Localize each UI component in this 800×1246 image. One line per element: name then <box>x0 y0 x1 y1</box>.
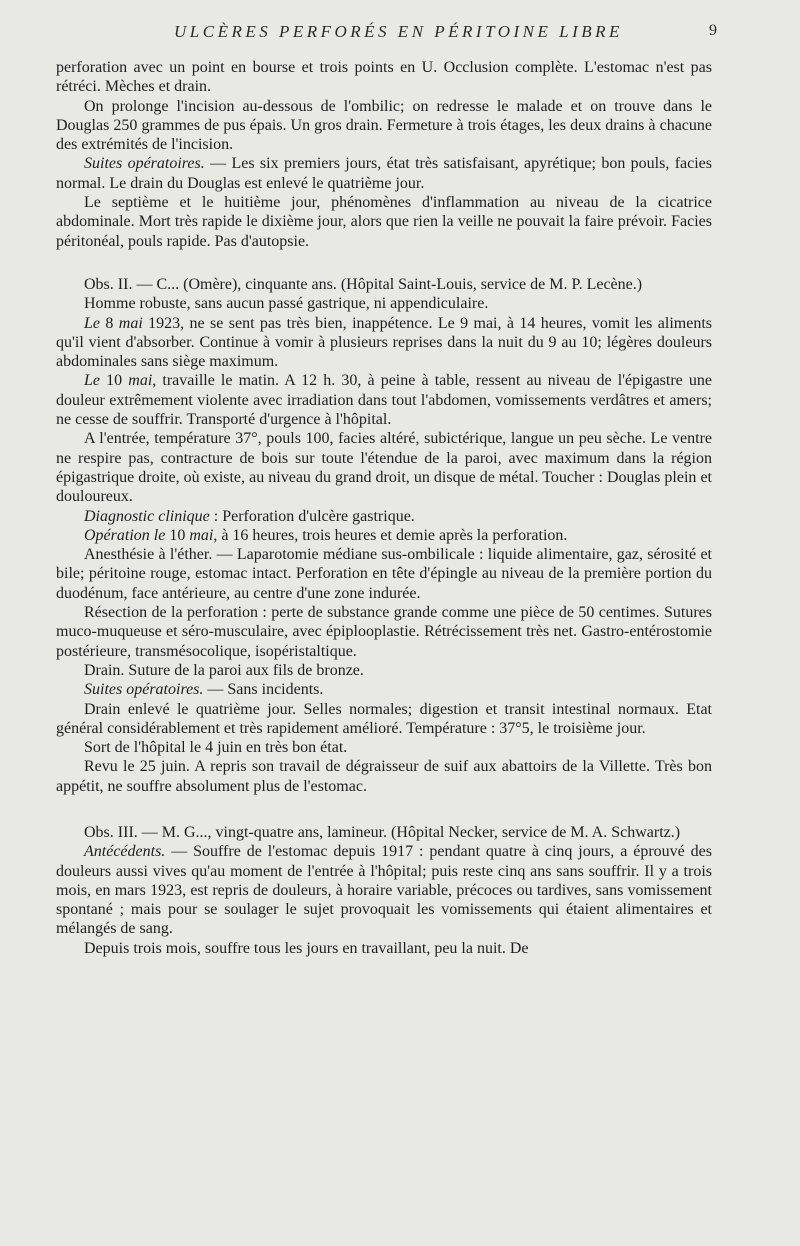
italic-label: Suites opératoires. <box>84 681 204 699</box>
paragraph-text: — Les six premiers jours, état très satisfaisant, apyrétique; bon pouls, facies normal. Le drain du Douglas est enlevé le quatrième jour. <box>56 155 713 192</box>
paragraph-text: : Perforation d'ulcère gastrique. <box>209 507 415 525</box>
paragraph <box>56 680 712 699</box>
observation-heading: Obs. II. — C... (Omère), cinquante ans. (Hôpital Saint-Louis, service de M. P. Lecène.) <box>84 275 643 293</box>
paragraph-text: 10 <box>165 526 190 544</box>
paragraph-text: , à 16 heures, trois heures et demie après la perforation. <box>213 526 568 544</box>
paragraph: Drain. Suture de la paroi aux fils de bronze. <box>84 661 364 679</box>
paragraph: Résection de la perforation : perte de substance grande comme une pièce de 50 centimes. Sutures muco-muqueuse et séro-musculaire, avec épiplooplastie. Rétrécissement très net. Gastro-entérostomie postérieure, transmésocolique, isopéristaltique. <box>56 604 712 660</box>
paragraph: Anesthésie à l'éther. — Laparotomie médiane sus-ombilicale : liquide alimentaire, gaz, sérosité et bile; péritoine rouge, estomac intact. Perforation en tête d'épingle au niveau de la première portion du duodénum, face antérieure, au centre d'une zone indurée. <box>56 546 712 602</box>
observation-heading: Obs. III. — M. G..., vingt-quatre ans, lamineur. (Hôpital Necker, service de M. A. Schwartz.) <box>84 823 681 841</box>
paragraph-text: — Souffre de l'estomac depuis 1917 : pendant quatre à cinq jours, a éprouvé des douleurs aussi vives qu'au moment de l'entrée à l'hôpital; puis reste cinq ans sans souffrir. Il y a trois mois, en mars 1923, est repris de douleurs, à horaire variable, précoces ou tardives, sans vomissement spontané ; mais pour se soulager le sujet provoquait les vomissements qui étaient alimentaires et mélangés de sang. <box>56 843 712 938</box>
paragraph: perforation avec un point en bourse et trois points en U. Occlusion complète. L'estomac n'est pas rétréci. Mèches et drain. <box>56 59 712 96</box>
italic-label: Antécédents. <box>84 843 166 861</box>
italic-label: Le <box>84 314 100 332</box>
paragraph <box>56 842 712 938</box>
italic-label: mai <box>118 314 143 332</box>
paragraph-text: 8 <box>100 314 119 332</box>
paragraph: Homme robuste, sans aucun passé gastrique, ni appendiculaire. <box>84 295 489 313</box>
paragraph <box>56 371 712 429</box>
italic-label: Le <box>84 372 100 390</box>
paragraph-text: 10 <box>100 372 129 390</box>
italic-label: Opération le <box>84 526 166 544</box>
paragraph: On prolonge l'incision au-dessous de l'ombilic; on redresse le malade et on trouve dans le Douglas 250 grammes de pus épais. Un gros drain. Fermeture à trois étages, les deux drains à chacune des extrémités de l'incision. <box>56 97 712 154</box>
paragraph-text: — Sans incidents. <box>203 681 324 699</box>
running-title: ULCÈRES PERFORÉS EN PÉRITOINE LIBRE <box>174 22 623 41</box>
italic-label: mai <box>189 526 214 544</box>
paragraph <box>56 526 712 545</box>
paragraph: Le septième et le huitième jour, phénomènes d'inflammation au niveau de la cicatrice abdominale. Mort très rapide le dixième jour, alors que rien la veille ne pouvait la faire prévoir. Facies péritonéal, pouls rapide. Pas d'autopsie. <box>56 194 712 250</box>
paragraph: Sort de l'hôpital le 4 juin en très bon état. <box>84 739 348 757</box>
paragraph: Depuis trois mois, souffre tous les jours en travaillant, peu la nuit. De <box>84 939 529 957</box>
paragraph-text: , travaille le matin. A 12 h. 30, à peine à table, ressent au niveau de l'épigastre une douleur extrêmement violente avec irradiation dans tout l'abdomen, vomissements verdâtres et amers; ne cesse de souffrir. Transporté d'urgence à l'hôpital. <box>56 372 713 429</box>
paragraph: A l'entrée, température 37°, pouls 100, facies altéré, subictérique, langue un peu sèche. Le ventre ne respire pas, contracture de bois sur toute l'étendue de la paroi, avec maximum dans la région épigastrique droite, où existe, au niveau du grand droit, un disque de métal. Toucher : Douglas plein et douloureux. <box>56 430 712 506</box>
italic-label: Diagnostic clinique <box>84 507 210 525</box>
paragraph <box>56 314 712 372</box>
paragraph <box>56 507 712 526</box>
italic-label: mai <box>128 372 153 390</box>
running-head <box>56 22 717 58</box>
italic-label: Suites opératoires. <box>84 155 205 173</box>
paragraph: Drain enlevé le quatrième jour. Selles normales; digestion et transit intestinal normaux. Etat général considérablement et très rapidement amélioré. Température : 37°5, le troisième jour. <box>56 700 712 737</box>
paragraph: Revu le 25 juin. A repris son travail de dégraisseur de suif aux abattoirs de la Villette. Très bon appétit, ne souffre absolument plus de l'estomac. <box>56 758 712 795</box>
paragraph-text: 1923, ne se sent pas très bien, inappétence. Le 9 mai, à 14 heures, vomit les aliments qu'il vient d'absorber. Continue à vomir à plusieurs reprises dans la nuit du 9 au 10; légères douleurs abdominales sans siège maximum. <box>56 314 713 371</box>
page-number: 9 <box>709 22 717 39</box>
paragraph <box>56 154 712 193</box>
